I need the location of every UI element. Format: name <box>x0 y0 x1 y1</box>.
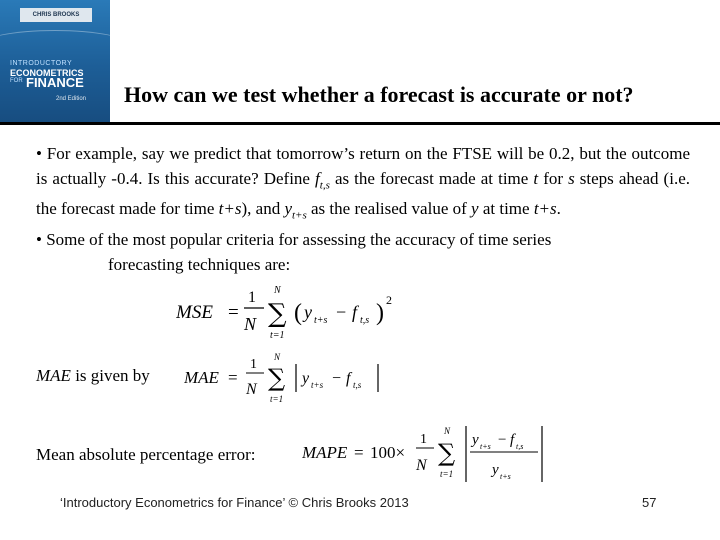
mape-den-y-sub: t+s <box>500 472 511 481</box>
mse-square: 2 <box>386 293 392 307</box>
mse-sum-bottom: t=1 <box>270 330 285 341</box>
bullet-1-ts: t+s <box>218 199 242 219</box>
bullet-1-text-f: as the realised value of <box>306 199 472 219</box>
mae-y-sub: t+s <box>311 380 324 390</box>
mae-sum-top: N <box>274 352 281 362</box>
mae-formula <box>184 350 384 406</box>
cover-author-label: CHRIS BROOKS <box>20 8 92 22</box>
cover-wave-decoration <box>0 30 110 61</box>
bullet-1-text-e: ), and <box>241 199 285 219</box>
bullet-1-ts2: t+s <box>533 199 557 219</box>
mape-num-y-sub: t+s <box>480 442 491 451</box>
mse-sum-top: N <box>274 285 281 296</box>
mape-label: Mean absolute percentage error: <box>36 445 256 464</box>
mae-label-rest: is given by <box>70 366 150 385</box>
mape-lhs: MAPE <box>302 443 348 462</box>
bullet-1-y-sub: t+s <box>292 209 307 222</box>
mse-numerator: 1 <box>248 289 256 306</box>
bullet-1-f: f <box>315 168 320 188</box>
mape-equals: = <box>354 443 364 462</box>
title-divider <box>0 122 720 125</box>
cover-title-line1: INTRODUCTORY <box>10 60 73 67</box>
cover-title-line4: FINANCE <box>26 75 84 90</box>
mape-hundred: 100× <box>370 443 406 462</box>
mse-minus: − <box>336 302 347 322</box>
bullet-1-text-a: • For example, say we predict that tomorrow’s return on the FTSE will be 0.2, but the outcome is actually -0.4. Is this accurate? Define <box>36 144 690 188</box>
bullet-1-y2: y <box>471 199 479 219</box>
mae-label-italic: MAE <box>36 366 71 385</box>
bullet-1-text-c: for <box>538 168 569 188</box>
bullet-1-text-b: as the forecast made at time <box>329 168 534 188</box>
mae-sum-bottom: t=1 <box>270 394 284 404</box>
mape-formula <box>302 424 552 488</box>
mae-equals: = <box>228 368 238 387</box>
mape-num-y: y <box>472 432 479 448</box>
bullet-1-t: t <box>533 168 539 188</box>
mape-numerator: 1 <box>420 432 427 447</box>
mse-y-sub: t+s <box>314 315 328 326</box>
bullet-2: • Some of the most popular criteria for assessing the accuracy of time series <box>36 230 552 250</box>
bullet-1-text-g: at time <box>478 199 534 219</box>
mse-f: f <box>352 302 358 322</box>
mae-minus: − <box>332 370 342 387</box>
mape-num-f: f <box>510 432 515 448</box>
mse-lhs: MSE <box>176 302 213 323</box>
mse-rparen: ) <box>376 300 384 326</box>
bullet-1-f-sub: t,s <box>319 178 330 191</box>
mae-f-sub: t,s <box>353 380 362 390</box>
mape-sum: ∑ <box>438 439 456 467</box>
bullet-1-s: s <box>568 168 575 188</box>
bullet-2-continuation: forecasting techniques are: <box>108 254 291 274</box>
book-cover-image <box>0 0 110 122</box>
mae-denominator: N <box>246 381 257 398</box>
bullet-1-text-h: . <box>556 199 561 219</box>
mae-numerator: 1 <box>250 357 257 372</box>
footer-citation: ‘Introductory Econometrics for Finance’ © Chris Brooks 2013 <box>60 495 409 510</box>
mae-label <box>36 366 150 386</box>
mape-sum-bottom: t=1 <box>440 469 454 479</box>
bullet-1-text-d: steps ahead (i.e. the forecast made for time <box>36 168 690 219</box>
mape-denominator: N <box>416 457 427 474</box>
cover-edition-label: 2nd Edition <box>56 96 87 102</box>
slide-title: How can we test whether a forecast is accurate or not? <box>124 82 634 107</box>
mse-lparen: ( <box>294 300 302 326</box>
bullet-1 <box>36 142 690 228</box>
mape-sum-top: N <box>444 426 451 436</box>
mse-equals: = <box>228 302 239 323</box>
mse-f-sub: t,s <box>360 315 370 326</box>
mae-f: f <box>346 370 351 387</box>
slide-body <box>36 142 690 277</box>
mse-y: y <box>304 302 312 322</box>
mse-denominator: N <box>244 314 257 334</box>
cover-title-line3: FOR <box>10 78 23 84</box>
mae-y: y <box>302 370 310 387</box>
mae-lhs: MAE <box>184 368 219 387</box>
cover-title-line2: ECONOMETRICS <box>10 68 84 78</box>
mse-sum: ∑ <box>268 299 287 329</box>
mape-den-y: y <box>492 462 499 478</box>
mape-num-f-sub: t,s <box>516 442 524 451</box>
mape-num-minus: − <box>498 432 507 448</box>
bullet-1-y: y <box>284 199 292 219</box>
mse-formula <box>176 282 416 342</box>
mae-sum: ∑ <box>268 364 286 392</box>
page-number: 57 <box>642 495 657 510</box>
